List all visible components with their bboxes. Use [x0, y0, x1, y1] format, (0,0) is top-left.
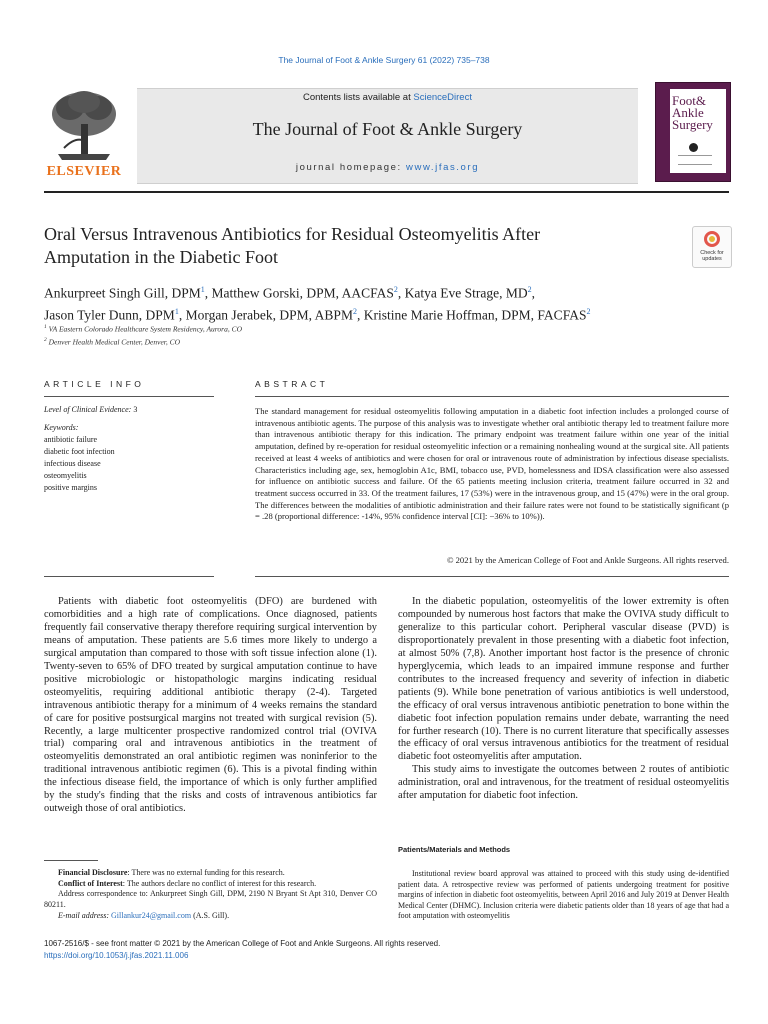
affiliation-ref[interactable]: 2 [393, 285, 398, 294]
cover-title [672, 95, 713, 131]
abstract-bottom-divider [255, 576, 729, 577]
author-separator: , [356, 307, 364, 322]
keyword-item[interactable]: diabetic foot infection [44, 447, 115, 456]
conflict-of-interest [44, 879, 377, 890]
email-link[interactable]: Gillankur24@gmail.com [111, 910, 192, 920]
affiliation-item [44, 322, 444, 335]
cover-title-2: Ankle [672, 105, 704, 120]
contents-line [137, 92, 638, 103]
abstract-paragraph: The standard management for residual osteomyelitis following amputation in a diabetic foot infection includes a prolonged course of intravenous antibiotic agents. The purpose of this analysis was to investigate whether oral antibiotic therapy led to treatment failure more than intravenous antibiotic therapy for this indication. The primary endpoint was treatment failure within one year of the initial amputation, defined by re-operation for residual osteomyelitic infection or a remaining nonhealing wound at the surgical site. All patients received at least 4 weeks of antibiotics and were chosen for oral or intravenous route of administration by infectious disease specialists. Characteristics including age, sex, hemoglobin A1c, BMI, tobacco use, PVD, homelessness and IDSA classification were also assessed for influence on antibiotic success and failure. Of the 65 patients meeting inclusion criteria, treatment failure occurred in 32 and treatment success occurred in 33. Of the treatment failures, 17 (53%) were in the intravenous group, and 15 (47%) were in the oral group. The differences between the modalities of antibiotic administration and their failure rates were not found to be statistically significant (p = .28 (proportional difference: -14%, 95% confidence interval [CI]: −36% to 10%)). [255, 406, 729, 522]
homepage-prefix: journal homepage: [295, 162, 407, 173]
affiliations [44, 322, 444, 347]
author-list [44, 281, 724, 324]
keyword-item[interactable]: antibiotic failure [44, 435, 98, 444]
body-paragraph: Patients with diabetic foot osteomyelitis (DFO) are burdened with comorbidities and a high rate of complications. Once diagnosed, patients frequently fail conservative therapy therefore requiring surgical intervention by means of amputation. These patients are 5.6 times more likely to undergo a surgical amputation than compared to those with soft tissue infection alone (1). Twenty-seven to 65% of DFO treated by surgical amputation continue to have positive microbiologic or histopathologic margins indicating residual osteomyelitis, requiring additional antibiotic therapy (2-4). Targeted intravenous antibiotic therapy for a minimum of 4 weeks remains the standard of care for positive postsurgical margins not treated with surgical revision (5). Recently, a large multicenter prospective randomized control trial (OVIVA trial) comparing oral and intravenous antibiotics in the treatment of osteomyelitis demonstrated an oral antibiotic regimen was noninferior to the traditional intravenous antibiotic regimen (6). This is a pivotal finding within the infectious disease field, the importance of which is only further amplified by the study's finding that the risks and costs of intravenous antibiotics far outweigh those of oral antibiotics. [44, 596, 377, 815]
article-info [44, 404, 214, 494]
affiliation-ref[interactable]: 1 [200, 285, 205, 294]
email-label: E-mail address: [58, 910, 110, 920]
affiliation-ref[interactable]: 1 [174, 306, 179, 316]
body-column-left [44, 596, 377, 816]
keyword-list [44, 434, 214, 494]
page-footer [44, 938, 724, 962]
correspondence-address: Address correspondence to: Ankurpreet Singh Gill, DPM, 2190 N Bryant St Apt 310, Denver CO 80211. [44, 889, 377, 910]
title-line-1: Oral Versus Intravenous Antibiotics for Residual Osteomyelitis After [44, 224, 541, 244]
methods-paragraph: Institutional review board approval was attained to proceed with this study using de-identified patient data. A retrospective review was performed of patients undergoing treatment for positive margins of infection in diabetic foot osteomyelitis, between April 2016 and July 2019 at Denver Health Medical Center (DHMC). Inclusion criteria were diabetic patients older than 18 years of age that had a foot amputation with osteomyelitis [398, 869, 729, 921]
evidence-label: Level of Clinical Evidence: [44, 405, 132, 414]
author-name[interactable]: Katya Eve Strage, MD [404, 285, 528, 301]
keyword-item[interactable]: infectious disease [44, 459, 101, 468]
abstract-copyright: © 2021 by the American College of Foot and Ankle Surgeons. All rights reserved. [446, 555, 729, 565]
abstract-heading: ABSTRACT [255, 379, 329, 389]
article-info-divider [44, 396, 214, 397]
affiliation-ref[interactable]: 2 [527, 285, 532, 294]
footnote-divider [44, 860, 98, 861]
header-divider [44, 191, 729, 193]
conflict-text: : The authors declare no conflict of interest for this research. [122, 878, 317, 888]
body-paragraph: In the diabetic population, osteomyelitis of the lower extremity is often compounded by numerous host factors that make the OVIVA study difficult to generalize to this particular cohort. Peripheral vascular disease (PVD) is disproportionately prevalent in those presenting with a diabetic foot infection, at almost 50% (7,8). Another important host factor is the presence of chronic hyperglycemia, which leads to an impaired immune response and further contributes to the increased frequency and severity of infection in diabetic patients (9). While bone penetration of various antibiotics is well understood, the efficacy of oral versus intravenous antibiotic penetration to bone within the diabetic foot infection population remains under debate, warranting the need for further research (10). There is no current literature that specifically assesses the efficacy of oral versus intravenous antibiotics for the treatment of residual diabetic foot osteomyelitis after amputation. [398, 596, 729, 763]
homepage-link[interactable]: www.jfas.org [406, 162, 480, 173]
keyword-item[interactable]: positive margins [44, 483, 97, 492]
keyword-item[interactable]: osteomyelitis [44, 471, 87, 480]
conflict-label: Conflict of Interest [58, 878, 123, 888]
body-column-right [398, 596, 729, 803]
footnotes [44, 868, 377, 922]
elsevier-tree-icon [44, 88, 124, 162]
affiliation-number: 2 [44, 336, 47, 343]
keywords-label: Keywords: [44, 423, 79, 432]
journal-banner [137, 88, 638, 184]
author-separator: , [178, 307, 186, 322]
abstract-text [255, 406, 729, 523]
cover-text-lines [678, 155, 712, 165]
sciencedirect-link[interactable]: ScienceDirect [413, 92, 472, 103]
journal-title: The Journal of Foot & Ankle Surgery [252, 119, 523, 139]
author-name[interactable]: Jason Tyler Dunn, DPM [44, 307, 175, 322]
methods-heading: Patients/Materials and Methods [398, 845, 511, 854]
cover-title-1: Foot& [672, 93, 706, 108]
financial-text: : There was no external funding for this research. [127, 868, 285, 877]
check-updates-icon [704, 231, 720, 247]
contents-prefix: Contents lists available at [303, 92, 414, 103]
author-separator: , [397, 285, 405, 301]
info-bottom-divider [44, 576, 214, 577]
financial-disclosure [44, 868, 377, 879]
publisher-name: ELSEVIER [46, 164, 122, 179]
cover-emblem-icon [689, 143, 698, 152]
check-updates-line-1: Check for [700, 250, 724, 256]
elsevier-logo[interactable] [44, 88, 124, 180]
affiliation-ref[interactable]: 2 [352, 306, 357, 316]
check-updates-line-2: updates [702, 256, 722, 262]
author-separator: , [204, 285, 212, 301]
check-updates-label [693, 250, 731, 262]
email-line [44, 911, 377, 922]
evidence-value: 3 [133, 405, 138, 414]
author-separator: , [531, 285, 535, 301]
check-for-updates-button[interactable] [692, 226, 732, 268]
issn-line: 1067-2516/$ - see front matter © 2021 by the American College of Foot and Ankle Surgeons. All rights reserved. [44, 939, 441, 948]
author-name[interactable]: Morgan Jerabek, DPM, ABPM [185, 307, 353, 322]
author-name[interactable]: Ankurpreet Singh Gill, DPM [44, 285, 201, 301]
article-title [44, 223, 644, 269]
affiliation-ref[interactable]: 2 [586, 306, 591, 316]
author-name[interactable]: Matthew Gorski, DPM, AACFAS [211, 285, 394, 301]
email-suffix: (A.S. Gill). [191, 910, 230, 920]
affiliation-text: Denver Health Medical Center, Denver, CO [48, 337, 181, 346]
authors-line-1 [44, 281, 724, 303]
affiliation-text: VA Eastern Colorado Healthcare System Residency, Aurora, CO [48, 324, 243, 334]
article-info-heading: ARTICLE INFO [44, 379, 145, 389]
affiliation-item [44, 335, 444, 348]
abstract-divider [255, 396, 729, 397]
affiliation-number: 1 [44, 324, 47, 330]
title-line-2: Amputation in the Diabetic Foot [44, 247, 278, 267]
cover-title-3: Surgery [672, 117, 713, 132]
author-name[interactable]: Kristine Marie Hoffman, DPM, FACFAS [363, 307, 587, 322]
doi-link[interactable]: https://doi.org/10.1053/j.jfas.2021.11.006 [44, 951, 189, 960]
evidence-level [44, 404, 214, 416]
body-paragraph: This study aims to investigate the outcomes between 2 routes of antibiotic administration, oral and intravenous, for the treatment of residual osteomyelitis after amputation for diabetic foot infection. [398, 764, 729, 802]
authors-line-2 [44, 303, 724, 325]
journal-cover-image[interactable] [655, 82, 731, 182]
journal-reference-link[interactable]: The Journal of Foot & Ankle Surgery 61 (2022) 735–738 [278, 55, 490, 65]
financial-label: Financial Disclosure [58, 868, 128, 877]
methods-text [398, 869, 729, 922]
journal-homepage [137, 162, 638, 173]
